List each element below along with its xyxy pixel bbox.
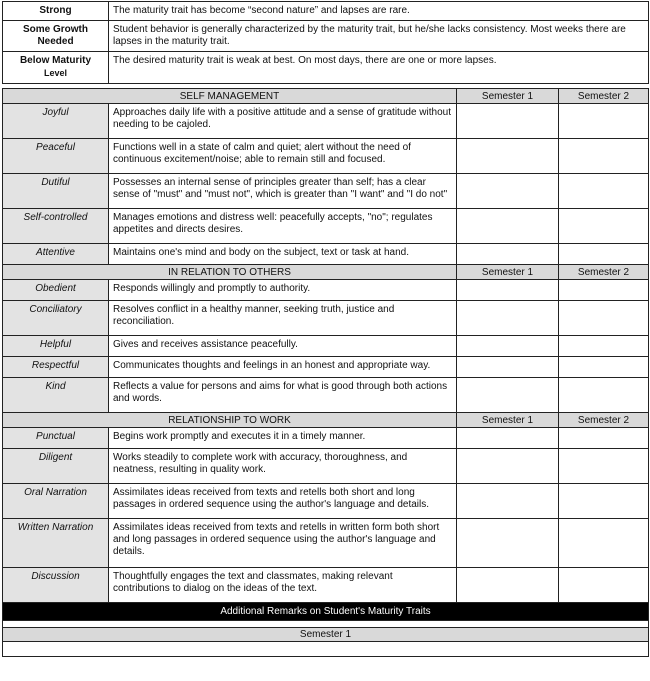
semester2-cell[interactable] xyxy=(559,139,649,174)
remarks-title: Additional Remarks on Student's Maturity Traits xyxy=(3,603,649,621)
trait-desc: Begins work promptly and executes it in a timely manner. xyxy=(109,428,457,449)
trait-desc: Gives and receives assistance peacefully. xyxy=(109,336,457,357)
level-row-strong xyxy=(3,2,649,21)
semester1-cell[interactable] xyxy=(457,301,559,336)
trait-desc: Manages emotions and distress well: peacefully accepts, "no"; regulates appetites and directs desires. xyxy=(109,209,457,244)
level-desc-strong: The maturity trait has become “second nature” and lapses are rare. xyxy=(109,2,649,21)
semester1-cell[interactable] xyxy=(457,357,559,378)
trait-row-oral-narration xyxy=(3,484,649,519)
remarks-semester-row xyxy=(3,628,649,642)
semester2-cell[interactable] xyxy=(559,174,649,209)
section-header-self-management xyxy=(3,89,649,104)
semester1-header: Semester 1 xyxy=(457,89,559,104)
semester2-cell[interactable] xyxy=(559,519,649,568)
remarks-spacer xyxy=(3,621,649,628)
remarks-semester-label: Semester 1 xyxy=(3,628,649,642)
trait-desc: Maintains one's mind and body on the subject, text or task at hand. xyxy=(109,244,457,265)
trait-row-obedient xyxy=(3,280,649,301)
trait-name: Discussion xyxy=(3,568,109,603)
trait-name: Diligent xyxy=(3,449,109,484)
trait-desc: Functions well in a state of calm and quiet; alert without the need of continuous excitement/noise; able to remain still and focused. xyxy=(109,139,457,174)
level-label-strong: Strong xyxy=(3,2,109,21)
semester1-header: Semester 1 xyxy=(457,265,559,280)
trait-name: Obedient xyxy=(3,280,109,301)
trait-desc: Responds willingly and promptly to authority. xyxy=(109,280,457,301)
trait-row-diligent xyxy=(3,449,649,484)
level-desc-below-maturity: The desired maturity trait is weak at best. On most days, there are one or more lapses. xyxy=(109,52,649,84)
semester2-cell[interactable] xyxy=(559,336,649,357)
trait-name: Attentive xyxy=(3,244,109,265)
trait-name: Self-controlled xyxy=(3,209,109,244)
remarks-entry-field[interactable] xyxy=(3,642,649,657)
trait-desc: Reflects a value for persons and aims for what is good through both actions and words. xyxy=(109,378,457,413)
level-label-some-growth: Some Growth Needed xyxy=(3,21,109,52)
trait-row-self-controlled xyxy=(3,209,649,244)
remarks-header xyxy=(3,603,649,621)
semester1-cell[interactable] xyxy=(457,280,559,301)
trait-desc: Works steadily to complete work with accuracy, thoroughness, and neatness, resulting in quality work. xyxy=(109,449,457,484)
level-row-some-growth xyxy=(3,21,649,52)
semester1-cell[interactable] xyxy=(457,244,559,265)
semester2-cell[interactable] xyxy=(559,428,649,449)
semester1-cell[interactable] xyxy=(457,568,559,603)
remarks-entry-row xyxy=(3,642,649,657)
semester2-header: Semester 2 xyxy=(559,413,649,428)
trait-desc: Assimilates ideas received from texts and retells in written form both short and long passages in ordered sequence using the author's language and details. xyxy=(109,519,457,568)
trait-row-discussion xyxy=(3,568,649,603)
level-desc-some-growth: Student behavior is generally characterized by the maturity trait, but he/she lacks consistency. Most weeks there are lapses in the maturity trait. xyxy=(109,21,649,52)
level-label-below-maturity: Below Maturity Level xyxy=(3,52,109,84)
semester2-cell[interactable] xyxy=(559,484,649,519)
semester2-cell[interactable] xyxy=(559,449,649,484)
semester2-cell[interactable] xyxy=(559,104,649,139)
trait-name: Dutiful xyxy=(3,174,109,209)
trait-row-helpful xyxy=(3,336,649,357)
semester1-cell[interactable] xyxy=(457,139,559,174)
semester1-cell[interactable] xyxy=(457,174,559,209)
trait-name: Written Narration xyxy=(3,519,109,568)
trait-name: Helpful xyxy=(3,336,109,357)
section-header-relation-to-others xyxy=(3,265,649,280)
semester1-cell[interactable] xyxy=(457,519,559,568)
semester1-cell[interactable] xyxy=(457,378,559,413)
trait-desc: Assimilates ideas received from texts and retells both short and long passages in ordered sequence using the author's language and details. xyxy=(109,484,457,519)
trait-name: Peaceful xyxy=(3,139,109,174)
trait-name: Joyful xyxy=(3,104,109,139)
semester2-cell[interactable] xyxy=(559,244,649,265)
trait-name: Kind xyxy=(3,378,109,413)
trait-name: Conciliatory xyxy=(3,301,109,336)
semester2-cell[interactable] xyxy=(559,357,649,378)
semester2-header: Semester 2 xyxy=(559,89,649,104)
semester2-cell[interactable] xyxy=(559,378,649,413)
semester1-cell[interactable] xyxy=(457,484,559,519)
semester1-cell[interactable] xyxy=(457,104,559,139)
trait-desc: Thoughtfully engages the text and classmates, making relevant contributions to dialog on the ideas of the text. xyxy=(109,568,457,603)
trait-name: Respectful xyxy=(3,357,109,378)
trait-row-attentive xyxy=(3,244,649,265)
semester1-cell[interactable] xyxy=(457,449,559,484)
semester2-header: Semester 2 xyxy=(559,265,649,280)
trait-desc: Resolves conflict in a healthy manner, seeking truth, justice and reconciliation. xyxy=(109,301,457,336)
semester1-cell[interactable] xyxy=(457,428,559,449)
trait-row-joyful xyxy=(3,104,649,139)
trait-row-dutiful xyxy=(3,174,649,209)
trait-row-kind xyxy=(3,378,649,413)
semester2-cell[interactable] xyxy=(559,301,649,336)
trait-row-written-narration xyxy=(3,519,649,568)
trait-desc: Approaches daily life with a positive attitude and a sense of gratitude without needing to be cajoled. xyxy=(109,104,457,139)
semester1-cell[interactable] xyxy=(457,336,559,357)
trait-row-respectful xyxy=(3,357,649,378)
trait-desc: Possesses an internal sense of principles greater than self; has a clear sense of "must" and "must not", which is greater than "I want" and "I do not" xyxy=(109,174,457,209)
trait-row-conciliatory xyxy=(3,301,649,336)
trait-name: Punctual xyxy=(3,428,109,449)
section-title: SELF MANAGEMENT xyxy=(3,89,457,104)
semester2-cell[interactable] xyxy=(559,209,649,244)
section-title: RELATIONSHIP TO WORK xyxy=(3,413,457,428)
section-title: IN RELATION TO OTHERS xyxy=(3,265,457,280)
trait-name: Oral Narration xyxy=(3,484,109,519)
semester1-header: Semester 1 xyxy=(457,413,559,428)
semester2-cell[interactable] xyxy=(559,568,649,603)
semester2-cell[interactable] xyxy=(559,280,649,301)
semester1-cell[interactable] xyxy=(457,209,559,244)
maturity-traits-report xyxy=(2,1,649,657)
level-row-below-maturity xyxy=(3,52,649,84)
trait-row-punctual xyxy=(3,428,649,449)
section-header-relationship-to-work xyxy=(3,413,649,428)
trait-desc: Communicates thoughts and feelings in an honest and appropriate way. xyxy=(109,357,457,378)
trait-row-peaceful xyxy=(3,139,649,174)
